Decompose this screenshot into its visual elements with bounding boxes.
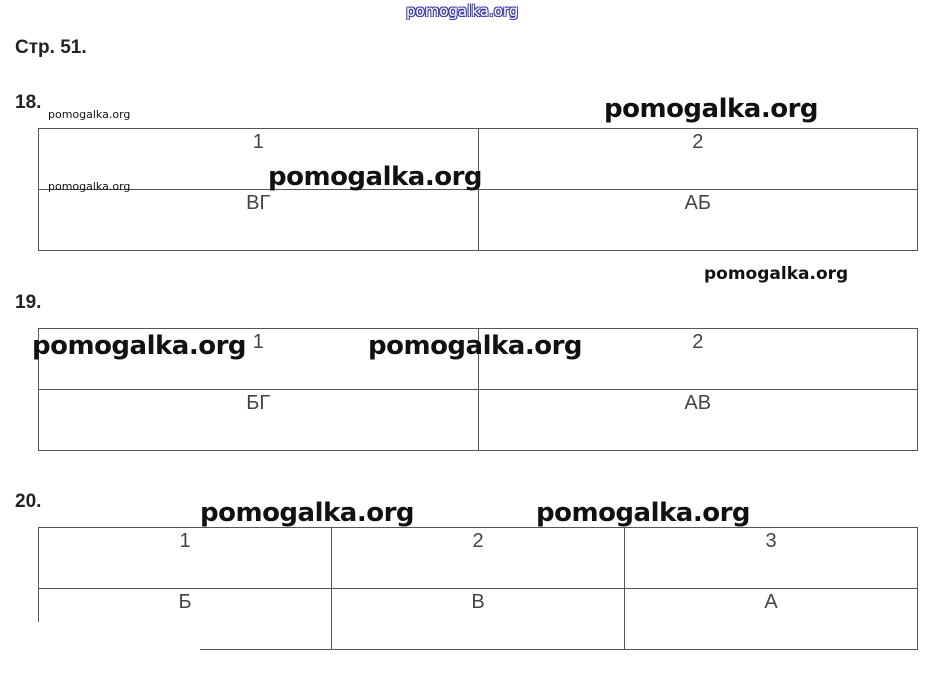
table-row — [39, 528, 918, 589]
task-20-answer-1: Б — [39, 589, 332, 650]
watermark-4: pomogalka.org — [32, 331, 247, 361]
watermark-small-2: pomogalka.org — [48, 180, 131, 193]
task-20-col-1: 1 — [39, 528, 332, 589]
task-20-col-2: 2 — [332, 528, 625, 589]
table-row — [39, 390, 918, 451]
watermark-7: pomogalka.org — [536, 498, 751, 528]
watermark-2: pomogalka.org — [268, 162, 483, 192]
task-20-answer-2: В — [332, 589, 625, 650]
watermark-5: pomogalka.org — [368, 331, 583, 361]
task-20-answer-3: А — [625, 589, 918, 650]
task-19-col-1: 1 — [39, 329, 479, 390]
task-19-answer-1: БГ — [39, 390, 479, 451]
table-row — [39, 190, 918, 251]
table-20-corner-gap — [36, 622, 200, 652]
task-19-col-2: 2 — [478, 329, 918, 390]
task-18-answer-1: ВГ — [39, 190, 479, 251]
watermark-1: pomogalka.org — [604, 94, 819, 124]
task-20-number: 20. — [15, 491, 42, 512]
header-watermark: pomogalka.org — [406, 2, 519, 20]
watermark-small-1: pomogalka.org — [48, 108, 131, 121]
task-20-col-3: 3 — [625, 528, 918, 589]
task-18-number: 18. — [15, 92, 42, 113]
task-18-col-1: 1 — [39, 129, 479, 190]
watermark-3: pomogalka.org — [704, 264, 849, 284]
task-18-answer-2: АБ — [478, 190, 918, 251]
task-19-answer-2: АВ — [478, 390, 918, 451]
watermark-6: pomogalka.org — [200, 498, 415, 528]
task-18-col-2: 2 — [478, 129, 918, 190]
page-label: Стр. 51. — [15, 37, 87, 58]
task-19-number: 19. — [15, 292, 42, 313]
